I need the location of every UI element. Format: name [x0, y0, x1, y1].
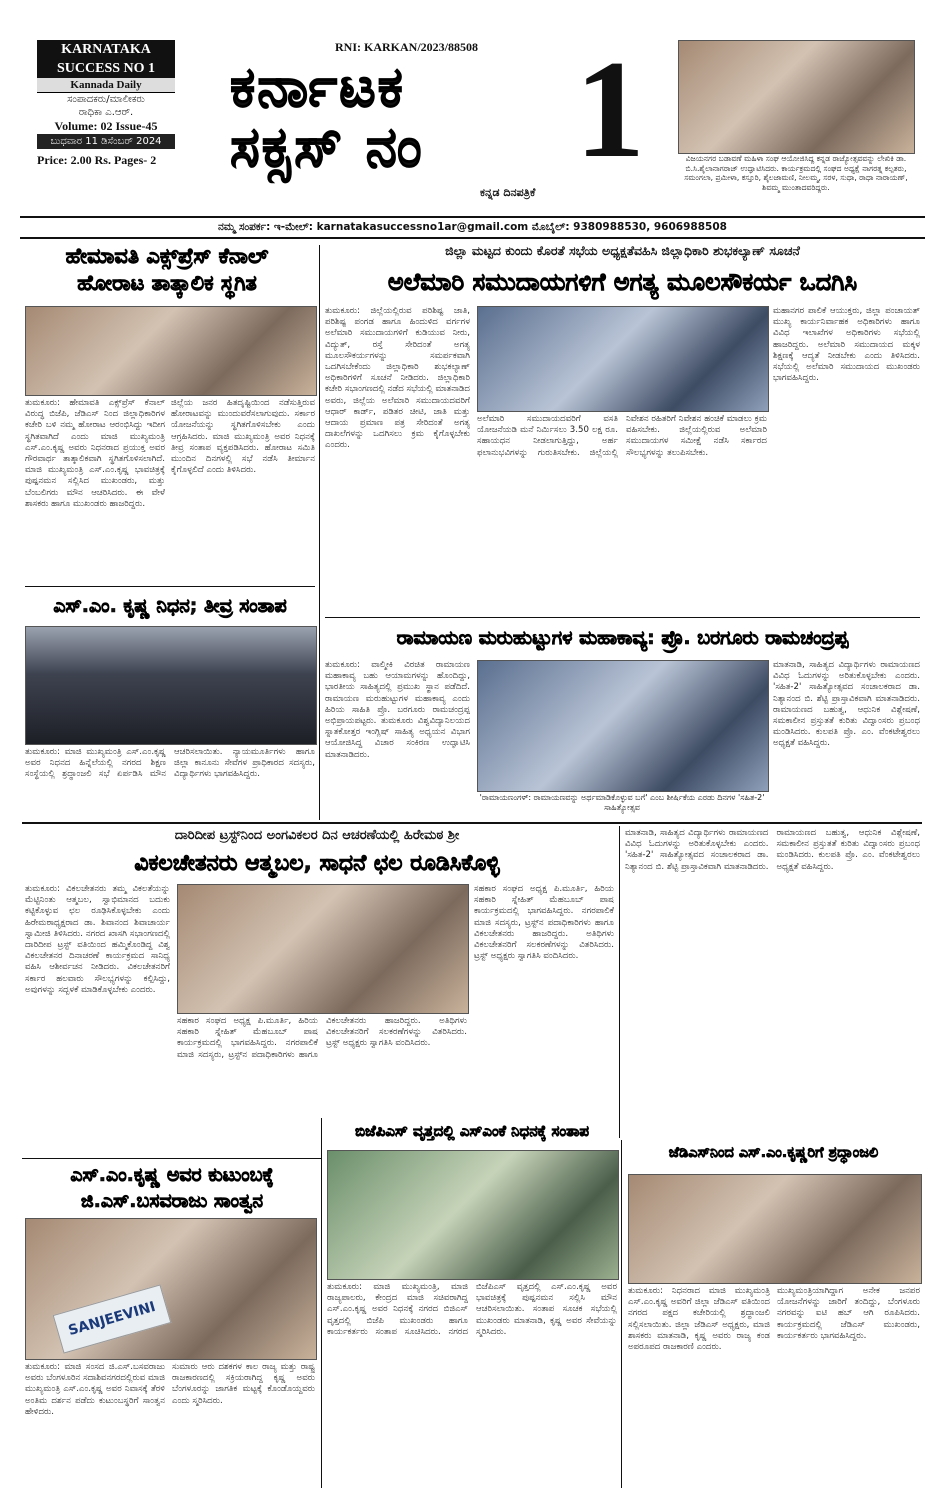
column-divider — [321, 1118, 322, 1488]
ambulance-label: SANJEEVINI — [53, 1284, 172, 1353]
hemavathi-headline — [22, 243, 312, 297]
ramayana-continuation: ಮಾತನಾಡಿ, ಸಾಹಿತ್ಯದ ವಿದ್ಯಾರ್ಥಿಗಳು ರಾಮಾಯಣದ ವಿವಿಧ ಓದುಗಳನ್ನು ಅರಿತುಕೊಳ್ಳಬೇಕು ಎಂದರು. 'ಸಹಿತ-2' ಸಾಹಿತ್ಯೋತ್ಸವದ ಸಂಚಾಲಕರಾದ ಡಾ. ನಿತ್ಯಾನಂದ ಬಿ. ಶೆಟ್ಟಿ ಪ್ರಾಸ್ತಾವಿಕವಾಗಿ ಮಾತನಾಡಿದರು. ರಾಮಾಯಣದ ಬಹುತ್ವ, ಆಧುನಿಕ ವಿಶ್ಲೇಷಣೆ, ಸಮಕಾಲೀನ ಪ್ರಸ್ತುತತೆ ಕುರಿತು ವಿದ್ವಾಂಸರು ಪ್ರಬಂಧ ಮಂಡಿಸಿದರು. ಕುಲಪತಿ ಪ್ರೊ. ಎಂ. ವೆಂಕಟೇಶ್ವರಲು ಅಧ್ಯಕ್ಷತೆ ವಹಿಸಿದ್ದರು. — [625, 828, 920, 872]
editor-label: ಸಂಪಾದಕರು/ಮಾಲೀಕರು — [67, 94, 145, 105]
hemavathi-body-left: ತುಮಕೂರು: ಹೇಮಾವತಿ ಎಕ್ಸ್‌ಪ್ರೆಸ್ ಕೆನಾಲ್ ವಿರುದ್ಧ ಬಿಜೆಪಿ, ಜೆಡಿಎಸ್ ನಿಂದ ಜಿಲ್ಲಾಧಿಕಾರಿಗಳ ಕಚೇರಿ ಬಳಿ ನಮ್ಮ ಹೋರಾಟ ಆರಂಭಿಸಿದ್ದು ಇದೀಗ ಸ್ಥಗಿತವಾಗಿದೆ ಎಂದು ಮಾಜಿ ಮುಖ್ಯಮಂತ್ರಿ ಎಸ್.ಎಂ.ಕೃಷ್ಣ ಅವರು ನಿಧನರಾದ ಪ್ರಯುಕ್ತ ಅವರ ಗೌರವಾರ್ಥ ತಾತ್ಕಾಲಿಕವಾಗಿ ಸ್ಥಗಿತಗೊಳಿಸಲಾಗಿದೆ. ಮಾಜಿ ಮುಖ್ಯಮಂತ್ರಿ ಎಸ್.ಎಂ.ಕೃಷ್ಣ ಭಾವಚಿತ್ರಕ್ಕೆ ಪುಷ್ಪನಮನ ಸಲ್ಲಿಸಿದ ಮುಖಂಡರು, ಮತ್ತು ಬೆಂಬಲಿಗರು ಮೌನ ಆಚರಿಸಿದರು. ಈ ವೇಳೆ ಶಾಸಕರು ಹಾಗೂ ಮುಖಂಡರು ಹಾಜರಿದ್ದರು. — [25, 398, 165, 509]
ramayana-headline: ರಾಮಾಯಣ ಮರುಹುಟ್ಟುಗಳ ಮಹಾಕಾವ್ಯ: ಪ್ರೊ. ಬರಗೂರು ರಾಮಚಂದ್ರಪ್ಪ — [396, 627, 849, 649]
divider — [25, 586, 315, 587]
bjp-photo — [327, 1150, 619, 1280]
divider — [325, 617, 920, 618]
ramayana-photo-caption: 'ರಾಮಾಯಣಂಗಳ್: ರಾಮಾಯಣವನ್ನು ಅರ್ಥಮಾಡಿಕೊಳ್ಳುವ ಬಗೆ' ಎಂಬ ಶೀರ್ಷಿಕೆಯ ಎರಡು ದಿನಗಳ 'ಸಹಿತ-2' ಸಾಹಿತ್ಯೋತ್ಸವ — [479, 793, 765, 812]
volume-issue: Volume: 02 Issue-45 — [54, 119, 158, 133]
alemari-body-col2: ಅಲೆಮಾರಿ ಸಮುದಾಯದವರಿಗೆ ವಸತಿ ಯೋಜನೆಯಡಿ ಮನೆ ನಿರ್ಮಿಸಲು 3.50 ಲಕ್ಷ ರೂ. ಸಹಾಯಧನ ನೀಡಲಾಗುತ್ತಿದ್ದು, ಅರ್ಹ ಫಲಾನುಭವಿಗಳನ್ನು ಗುರುತಿಸಬೇಕು. ಜಿಲ್ಲೆಯಲ್ಲಿ ನಿವೇಶನ ರಹಿತರಿಗೆ ನಿವೇಶನ ಹಂಚಿಕೆ ಮಾಡಲು ಕ್ರಮ ವಹಿಸಬೇಕು. ಜಿಲ್ಲೆಯಲ್ಲಿರುವ ಅಲೆಮಾರಿ ಸಮುದಾಯಗಳ ಸಮೀಕ್ಷೆ ನಡೆಸಿ ಸರ್ಕಾರದ ಸೌಲಭ್ಯಗಳನ್ನು ತಲುಪಿಸಬೇಕು. — [477, 414, 767, 458]
column-divider — [319, 245, 320, 820]
newspaper-title — [230, 55, 610, 180]
alemari-kicker: ಜಿಲ್ಲಾ ಮಟ್ಟದ ಕುಂದು ಕೊರತೆ ಸಭೆಯ ಅಧ್ಯಕ್ಷತೆವಹಿಸಿ ಜಿಲ್ಲಾಧಿಕಾರಿ ಶುಭಕಲ್ಯಾಣ್ ಸೂಚನೆ — [445, 243, 800, 258]
tag-line2: SUCCESS NO 1 — [37, 59, 175, 78]
basavaraju-headline-line1: ಎಸ್.ಎಂ.ಕೃಷ್ಣ ಅವರ ಕುಟುಂಬಕ್ಕೆ — [70, 1164, 274, 1186]
vikalachetana-kicker: ದಾರಿದೀಪ ಟ್ರಸ್ಟ್‌ನಿಂದ ಅಂಗವಿಕಲರ ದಿನ ಆಚರಣೆಯಲ್ಲಿ ಹಿರೇಮಠ ಶ್ರೀ — [174, 828, 460, 843]
tag-sub: Kannada Daily — [37, 78, 175, 93]
sm-krishna-headline: ಎಸ್.ಎಂ. ಕೃಷ್ಣ ನಿಧನ; ತೀವ್ರ ಸಂತಾಪ — [53, 595, 287, 617]
editor-name: ರಾಧಿಕಾ ಎ.ಆರ್. — [78, 107, 134, 118]
bjp-headline: ಬಿಜೆಪಿಎಸ್ ವೃತ್ತದಲ್ಲಿ ಎಸ್‌ಎಂಕೆ ನಿಧನಕ್ಕೆ ಸಂತಾಪ — [354, 1122, 590, 1140]
vikalachetana-headline: ವಿಕಲಚೇತನರು ಆತ್ಮಬಲ, ಸಾಧನೆ ಛಲ ರೂಡಿಸಿಕೊಳ್ಳಿ — [134, 851, 500, 876]
sm-krishna-photo — [25, 626, 317, 745]
contact-line: ನಮ್ಮ ಸಂಪರ್ಕ: ಇ-ಮೇಲ್: karnatakasuccessno1ar@gmail.com ಮೊಬೈಲ್: 9380988530, 9606988508 — [20, 216, 925, 239]
rni-number: RNI: KARKAN/2023/88508 — [335, 40, 478, 54]
title-line2: ಸಕ್ಸಸ್ ನಂ — [230, 115, 424, 180]
issue-date: ಬುಧವಾರ 11 ಡಿಸೆಂಬರ್ 2024 — [37, 134, 175, 149]
divider — [22, 822, 922, 824]
masthead-tag-box — [37, 40, 175, 168]
jds-photo — [628, 1174, 922, 1284]
vikalachetana-body-mid: ಸಹಕಾರ ಸಂಘದ ಅಧ್ಯಕ್ಷ ಪಿ.ಮೂರ್ತಿ, ಹಿರಿಯ ಸಹಕಾರಿ ಸ್ನೇಹಿತ್ ಮೆಹಬೂಬ್ ಪಾಷ ಕಾರ್ಯಕ್ರಮದಲ್ಲಿ ಭಾಗವಹಿಸಿದ್ದರು. ನಗರಪಾಲಿಕೆ ಮಾಜಿ ಸದಸ್ಯರು, ಟ್ರಸ್ಟ್‌ನ ಪದಾಧಿಕಾರಿಗಳು ಹಾಗೂ ವಿಕಲಚೇತನರು ಹಾಜರಿದ್ದರು. ಅತಿಥಿಗಳು ವಿಕಲಚೇತನರಿಗೆ ಸಲಕರಣೆಗಳನ್ನು ವಿತರಿಸಿದರು. ಟ್ರಸ್ಟ್ ಅಧ್ಯಕ್ಷರು ಸ್ವಾಗತಿಸಿ ವಂದಿಸಿದರು. — [177, 1016, 467, 1060]
basavaraju-photo — [25, 1218, 317, 1360]
ramayana-body-left: ತುಮಕೂರು: ವಾಲ್ಮೀಕಿ ವಿರಚಿತ ರಾಮಾಯಣ ಮಹಾಕಾವ್ಯ ಬಹು ಆಯಾಮಗಳನ್ನು ಹೊಂದಿದ್ದು, ಭಾರತೀಯ ಸಾಹಿತ್ಯದಲ್ಲಿ ಪ್ರಮುಖ ಸ್ಥಾನ ಪಡೆದಿದೆ. ರಾಮಾಯಣ ಮರುಹುಟ್ಟುಗಳ ಮಹಾಕಾವ್ಯ ಎಂದು ಹಿರಿಯ ಸಾಹಿತಿ ಪ್ರೊ. ಬರಗೂರು ರಾಮಚಂದ್ರಪ್ಪ ಅಭಿಪ್ರಾಯಪಟ್ಟರು. ತುಮಕೂರು ವಿಶ್ವವಿದ್ಯಾನಿಲಯದ ಸ್ನಾತಕೋತ್ತರ ಇಂಗ್ಲಿಷ್ ಸಾಹಿತ್ಯ ಅಧ್ಯಯನ ವಿಭಾಗ ಆಯೋಜಿಸಿದ್ದ ವಿಚಾರ ಸಂಕಿರಣ ಉದ್ಘಾಟಿಸಿ ಮಾತನಾಡಿದರು. — [325, 660, 470, 760]
top-event-photo — [678, 40, 915, 154]
basavaraju-body-right: ಸುಮಾರು ಆರು ದಶಕಗಳ ಕಾಲ ರಾಜ್ಯ ಮತ್ತು ರಾಷ್ಟ್ರ ರಾಜಕಾರಣದಲ್ಲಿ ಸಕ್ರಿಯರಾಗಿದ್ದ ಕೃಷ್ಣ ಅವರು ಬೆಂಗಳೂರನ್ನು ಜಾಗತಿಕ ಮಟ್ಟಕ್ಕೆ ಕೊಂಡೊಯ್ದವರು ಎಂದು ಸ್ಮರಿಸಿದರು. — [172, 1362, 315, 1406]
basavaraju-headline — [22, 1162, 322, 1214]
alemari-photo — [477, 306, 769, 412]
tag-line1: KARNATAKA — [37, 40, 175, 59]
price-pages: Price: 2.00 Rs. Pages- 2 — [37, 153, 157, 167]
hemavathi-headline-line1: ಹೇಮಾವತಿ ಎಕ್ಸ್‌ಪ್ರೆಸ್ ಕೆನಾಲ್ — [65, 244, 269, 268]
ramayana-body-right: ಮಾತನಾಡಿ, ಸಾಹಿತ್ಯದ ವಿದ್ಯಾರ್ಥಿಗಳು ರಾಮಾಯಣದ ವಿವಿಧ ಓದುಗಳನ್ನು ಅರಿತುಕೊಳ್ಳಬೇಕು ಎಂದರು. 'ಸಹಿತ-2' ಸಾಹಿತ್ಯೋತ್ಸವದ ಸಂಚಾಲಕರಾದ ಡಾ. ನಿತ್ಯಾನಂದ ಬಿ. ಶೆಟ್ಟಿ ಪ್ರಾಸ್ತಾವಿಕವಾಗಿ ಮಾತನಾಡಿದರು. ರಾಮಾಯಣದ ಬಹುತ್ವ, ಆಧುನಿಕ ವಿಶ್ಲೇಷಣೆ, ಸಮಕಾಲೀನ ಪ್ರಸ್ತುತತೆ ಕುರಿತು ವಿದ್ವಾಂಸರು ಪ್ರಬಂಧ ಮಂಡಿಸಿದರು. ಕುಲಪತಿ ಪ್ರೊ. ಎಂ. ವೆಂಕಟೇಶ್ವರಲು ಅಧ್ಯಕ್ಷತೆ ವಹಿಸಿದ್ದರು. — [773, 660, 920, 749]
basavaraju-headline-line2: ಜಿ.ಎಸ್.ಬಸವರಾಜು ಸಾಂತ್ವನ — [80, 1190, 264, 1212]
alemari-body-col1: ತುಮಕೂರು: ಜಿಲ್ಲೆಯಲ್ಲಿರುವ ಪರಿಶಿಷ್ಟ ಜಾತಿ, ಪರಿಶಿಷ್ಟ ಪಂಗಡ ಹಾಗೂ ಹಿಂದುಳಿದ ವರ್ಗಗಳ ಅಲೆಮಾರಿ ಸಮುದಾಯಗಳಿಗೆ ಕುಡಿಯುವ ನೀರು, ವಿದ್ಯುತ್, ರಸ್ತೆ ಸೇರಿದಂತೆ ಅಗತ್ಯ ಮೂಲಸೌಕರ್ಯಗಳನ್ನು ಸಮರ್ಪಕವಾಗಿ ಒದಗಿಸಬೇಕೆಂದು ಜಿಲ್ಲಾಧಿಕಾರಿ ಶುಭಕಲ್ಯಾಣ್ ಅಧಿಕಾರಿಗಳಿಗೆ ಸೂಚನೆ ನೀಡಿದರು. ಜಿಲ್ಲಾಧಿಕಾರಿ ಕಚೇರಿ ಸಭಾಂಗಣದಲ್ಲಿ ನಡೆದ ಸಭೆಯಲ್ಲಿ ಮಾತನಾಡಿದ ಅವರು, ಜಿಲ್ಲೆಯ ಅಲೆಮಾರಿ ಸಮುದಾಯದವರಿಗೆ ಆಧಾರ್ ಕಾರ್ಡ್, ಪಡಿತರ ಚೀಟಿ, ಜಾತಿ ಮತ್ತು ಆದಾಯ ಪ್ರಮಾಣ ಪತ್ರ ಸೇರಿದಂತೆ ಅಗತ್ಯ ದಾಖಲೆಗಳನ್ನು ಒದಗಿಸಲು ಕ್ರಮ ಕೈಗೊಳ್ಳಬೇಕು ಎಂದರು. — [325, 306, 470, 451]
column-divider — [621, 1140, 622, 1488]
alemari-headline: ಅಲೆಮಾರಿ ಸಮುದಾಯಗಳಿಗೆ ಅಗತ್ಯ ಮೂಲಸೌಕರ್ಯ ಒದಗಿಸಿ — [387, 268, 858, 296]
alemari-body-col3: ಮಹಾನಗರ ಪಾಲಿಕೆ ಆಯುಕ್ತರು, ಜಿಲ್ಲಾ ಪಂಚಾಯತ್ ಮುಖ್ಯ ಕಾರ್ಯನಿರ್ವಾಹಕ ಅಧಿಕಾರಿಗಳು ಹಾಗೂ ವಿವಿಧ ಇಲಾಖೆಗಳ ಅಧಿಕಾರಿಗಳು ಸಭೆಯಲ್ಲಿ ಹಾಜರಿದ್ದರು. ಅಲೆಮಾರಿ ಸಮುದಾಯದ ಮಕ್ಕಳ ಶಿಕ್ಷಣಕ್ಕೆ ಆದ್ಯತೆ ನೀಡಬೇಕು ಎಂದು ತಿಳಿಸಿದರು. ಸಭೆಯಲ್ಲಿ ಅಲೆಮಾರಿ ಸಮುದಾಯದ ಮುಖಂಡರು ಭಾಗವಹಿಸಿದ್ದರು. — [773, 306, 920, 384]
bjp-body: ತುಮಕೂರು: ಮಾಜಿ ಮುಖ್ಯಮಂತ್ರಿ, ಮಾಜಿ ರಾಜ್ಯಪಾಲರು, ಕೇಂದ್ರದ ಮಾಜಿ ಸಚಿವರಾಗಿದ್ದ ಎಸ್.ಎಂ.ಕೃಷ್ಣ ಅವರ ನಿಧನಕ್ಕೆ ನಗರದ ಬಿಜಿಎಸ್ ವೃತ್ತದಲ್ಲಿ ಬಿಜೆಪಿ ಮುಖಂಡರು ಹಾಗೂ ಕಾರ್ಯಕರ್ತರು ಸಂತಾಪ ಸೂಚಿಸಿದರು. ನಗರದ ಬಿಜೆಪಿಎಸ್ ವೃತ್ತದಲ್ಲಿ ಎಸ್.ಎಂ.ಕೃಷ್ಣ ಅವರ ಭಾವಚಿತ್ರಕ್ಕೆ ಪುಷ್ಪನಮನ ಸಲ್ಲಿಸಿ ಮೌನ ಆಚರಿಸಲಾಯಿತು. ಸಂತಾಪ ಸೂಚಕ ಸಭೆಯಲ್ಲಿ ಮುಖಂಡರು ಮಾತನಾಡಿ, ಕೃಷ್ಣ ಅವರ ಸೇವೆಯನ್ನು ಸ್ಮರಿಸಿದರು. — [327, 1282, 617, 1337]
divider — [22, 1158, 322, 1159]
jds-body-left: ತುಮಕೂರು: ನಿಧನರಾದ ಮಾಜಿ ಮುಖ್ಯಮಂತ್ರಿ ಎಸ್.ಎಂ.ಕೃಷ್ಣ ಅವರಿಗೆ ಜಿಲ್ಲಾ ಜೆಡಿಎಸ್ ವತಿಯಿಂದ ನಗರದ ಪಕ್ಷದ ಕಚೇರಿಯಲ್ಲಿ ಶ್ರದ್ಧಾಂಜಲಿ ಸಲ್ಲಿಸಲಾಯಿತು. ಜಿಲ್ಲಾ ಜೆಡಿಎಸ್ ಅಧ್ಯಕ್ಷರು, ಮಾಜಿ ಶಾಸಕರು ಮಾತನಾಡಿ, ಕೃಷ್ಣ ಅವರು ರಾಜ್ಯ ಕಂಡ ಅಪರೂಪದ ರಾಜಕಾರಣಿ ಎಂದರು. — [628, 1286, 770, 1353]
ramayana-photo — [477, 660, 769, 792]
vikalachetana-photo — [177, 884, 469, 1014]
hemavathi-body-right: ಜಿಲ್ಲೆಯ ಜನರ ಹಿತದೃಷ್ಟಿಯಿಂದ ನಡೆಸುತ್ತಿರುವ ಹೋರಾಟವನ್ನು ಮುಂದುವರೆಸಲಾಗುವುದು. ಸರ್ಕಾರ ಯೋಜನೆಯನ್ನು ಸ್ಥಗಿತಗೊಳಿಸಬೇಕು ಎಂದು ಆಗ್ರಹಿಸಿದರು. ಮಾಜಿ ಮುಖ್ಯಮಂತ್ರಿ ಅವರ ನಿಧನಕ್ಕೆ ತೀವ್ರ ಸಂತಾಪ ವ್ಯಕ್ತಪಡಿಸಿದರು. ಹೋರಾಟ ಸಮಿತಿ ಮುಂದಿನ ದಿನಗಳಲ್ಲಿ ಸಭೆ ನಡೆಸಿ ತೀರ್ಮಾನ ಕೈಗೊಳ್ಳಲಿದೆ ಎಂದು ತಿಳಿಸಿದರು. — [171, 398, 315, 476]
top-photo-caption: ವಿಜಯನಗರ ಬಡಾವಣೆ ಮಹಿಳಾ ಸಂಘ ಆಯೋಜಿಸಿದ್ದ ಕನ್ನಡ ರಾಜ್ಯೋತ್ಸವವನ್ನು ಲೇಖಿಕಿ ಡಾ. ಬಿ.ಸಿ.ಶೈಲಾನಾಗರಾಜ್ ಉದ್ಘಾಟಿಸಿದರು. ಕಾರ್ಯಕ್ರಮದಲ್ಲಿ ಸಂಘದ ಅಧ್ಯಕ್ಷೆ ನಾಗರತ್ನ ಕಲ್ಪತರು, ಸಮಂಗಲಾ, ಪ್ರಮೀಳಾ, ಕಸ್ತೂರಿ, ಶೈಲಜಾಮಣಿ, ನೀಲಮ್ಮ, ಸರಳ, ಸುಧಾ, ರಾಧಾ ನಾರಾಯಣ್, ಶಿವಮ್ಮ ಮುಂತಾದವರಿದ್ದರು. — [684, 154, 908, 192]
daily-label: ಕನ್ನಡ ದಿನಪತ್ರಿಕೆ — [480, 186, 536, 199]
hemavathi-headline-line2: ಹೋರಾಟ ತಾತ್ಕಾಲಿಕ ಸ್ಥಗಿತ — [77, 271, 257, 295]
basavaraju-body-left: ತುಮಕೂರು: ಮಾಜಿ ಸಂಸದ ಜಿ.ಎಸ್.ಬಸವರಾಜು ಅವರು ಬೆಂಗಳೂರಿನ ಸದಾಶಿವನಗರದಲ್ಲಿರುವ ಮಾಜಿ ಮುಖ್ಯಮಂತ್ರಿ ಎಸ್.ಎಂ.ಕೃಷ್ಣ ಅವರ ನಿವಾಸಕ್ಕೆ ತೆರಳಿ ಅಂತಿಮ ದರ್ಶನ ಪಡೆದು ಕುಟುಂಬಸ್ಥರಿಗೆ ಸಾಂತ್ವನ ಹೇಳಿದರು. — [25, 1362, 165, 1417]
jds-headline: ಜೆಡಿಎಸ್‌ನಿಂದ ಎಸ್.ಎಂ.ಕೃಷ್ಣರಿಗೆ ಶ್ರದ್ಧಾಂಜಲಿ — [668, 1145, 879, 1161]
title-line1: ಕರ್ನಾಟಕ — [230, 55, 405, 120]
column-divider — [619, 826, 620, 1138]
vikalachetana-body-left: ತುಮಕೂರು: ವಿಕಲಚೇತನರು ತಮ್ಮ ವಿಕಲತೆಯನ್ನು ಮೆಟ್ಟಿನಿಂತು ಆತ್ಮಬಲ, ಸ್ವಾಭಿಮಾನದ ಬದುಕು ಕಟ್ಟಿಕೊಳ್ಳುವ ಛಲ ರೂಢಿಸಿಕೊಳ್ಳಬೇಕು ಎಂದು ಹಿರೇಮಠಾಧ್ಯಕ್ಷರಾದ ಡಾ. ಶಿವಾನಂದ ಶಿವಾಚಾರ್ಯ ಸ್ವಾಮೀಜಿ ತಿಳಿಸಿದರು. ನಗರದ ಖಾಸಗಿ ಸಭಾಂಗಣದಲ್ಲಿ ದಾರಿದೀಪ ಟ್ರಸ್ಟ್ ವತಿಯಿಂದ ಹಮ್ಮಿಕೊಂಡಿದ್ದ ವಿಶ್ವ ವಿಕಲಚೇತನರ ದಿನಾಚರಣೆ ಕಾರ್ಯಕ್ರಮದ ಸಾನಿಧ್ಯ ವಹಿಸಿ ಆಶೀರ್ವಚನ ನೀಡಿದರು. ವಿಕಲಚೇತನರಿಗೆ ಸರ್ಕಾರ ಹಲವಾರು ಸೌಲಭ್ಯಗಳನ್ನು ಕಲ್ಪಿಸಿದ್ದು, ಅವುಗಳನ್ನು ಸದ್ಬಳಕೆ ಮಾಡಿಕೊಳ್ಳಬೇಕು ಎಂದರು. — [25, 884, 170, 995]
title-number: 1 — [575, 32, 645, 187]
sm-krishna-body: ತುಮಕೂರು: ಮಾಜಿ ಮುಖ್ಯಮಂತ್ರಿ ಎಸ್.ಎಂ.ಕೃಷ್ಣ ಅವರ ನಿಧನದ ಹಿನ್ನೆಲೆಯಲ್ಲಿ ನಗರದ ಶಿಕ್ಷಣ ಸಂಸ್ಥೆಯಲ್ಲಿ ಶ್ರದ್ಧಾಂಜಲಿ ಸಭೆ ಏರ್ಪಡಿಸಿ ಮೌನ ಆಚರಿಸಲಾಯಿತು. ನ್ಯಾಯಮೂರ್ತಿಗಳು ಹಾಗೂ ಜಿಲ್ಲಾ ಕಾನೂನು ಸೇವೆಗಳ ಪ್ರಾಧಿಕಾರದ ಸದಸ್ಯರು, ವಿದ್ಯಾರ್ಥಿಗಳು ಭಾಗವಹಿಸಿದ್ದರು. — [25, 747, 315, 780]
jds-body-right: ಮುಖ್ಯಮಂತ್ರಿಯಾಗಿದ್ದಾಗ ಅನೇಕ ಜನಪರ ಯೋಜನೆಗಳನ್ನು ಜಾರಿಗೆ ತಂದಿದ್ದು, ಬೆಂಗಳೂರು ನಗರವನ್ನು ಐಟಿ ಹಬ್ ಆಗಿ ರೂಪಿಸಿದರು. ಕಾರ್ಯಕ್ರಮದಲ್ಲಿ ಜೆಡಿಎಸ್ ಮುಖಂಡರು, ಕಾರ್ಯಕರ್ತರು ಭಾಗವಹಿಸಿದ್ದರು. — [777, 1286, 920, 1341]
hemavathi-photo — [25, 306, 317, 396]
vikalachetana-body-right: ಸಹಕಾರ ಸಂಘದ ಅಧ್ಯಕ್ಷ ಪಿ.ಮೂರ್ತಿ, ಹಿರಿಯ ಸಹಕಾರಿ ಸ್ನೇಹಿತ್ ಮೆಹಬೂಬ್ ಪಾಷ ಕಾರ್ಯಕ್ರಮದಲ್ಲಿ ಭಾಗವಹಿಸಿದ್ದರು. ನಗರಪಾಲಿಕೆ ಮಾಜಿ ಸದಸ್ಯರು, ಟ್ರಸ್ಟ್‌ನ ಪದಾಧಿಕಾರಿಗಳು ಹಾಗೂ ವಿಕಲಚೇತನರು ಹಾಜರಿದ್ದರು. ಅತಿಥಿಗಳು ವಿಕಲಚೇತನರಿಗೆ ಸಲಕರಣೆಗಳನ್ನು ವಿತರಿಸಿದರು. ಟ್ರಸ್ಟ್ ಅಧ್ಯಕ್ಷರು ಸ್ವಾಗತಿಸಿ ವಂದಿಸಿದರು. — [474, 884, 614, 962]
